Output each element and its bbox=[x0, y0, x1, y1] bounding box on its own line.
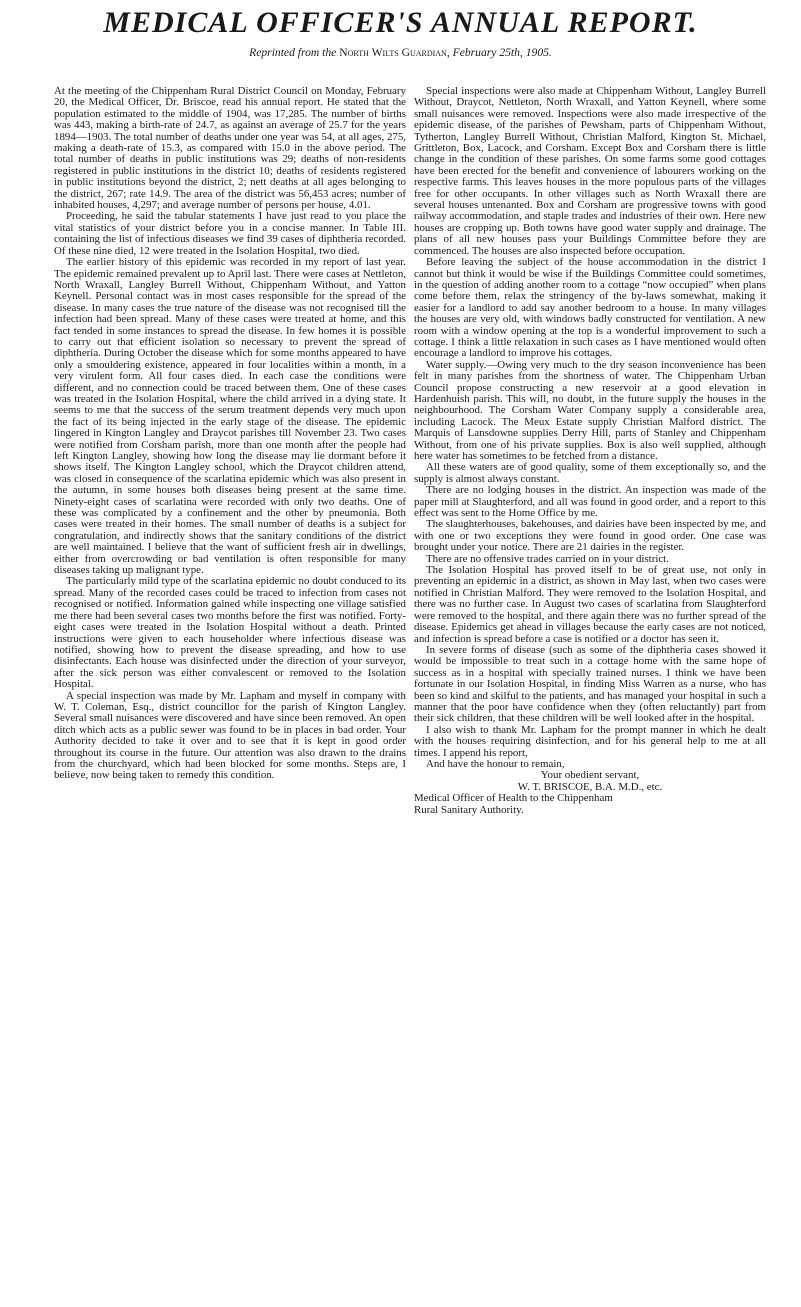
signature-valediction: Your obedient servant, bbox=[540, 769, 640, 782]
reprint-source: North Wilts Guardian, bbox=[339, 46, 450, 59]
paragraph: The Isolation Hospital has proved itself to be of great use, not only in preventing an epidemic in a district, as shown in May last, when two cases were notified in Christian Malford. They were removed to the Isolation Hospital, and there was no further case. In August two cases of scarlatina from Slaughterford were removed to the hospital, and there again there was no further spread of the disease. Epidemics get ahead in villages because the early cases are not noticed, and infection is spread before a case is notified or a doctor has seen it. bbox=[414, 564, 766, 645]
paragraph: The earlier history of this epidemic was recorded in my report of last year. The epidemic remained prevalent up to April last. There were cases at Nettleton, North Wraxall, Langley Burrell Without, Chippenham Without, and Yatton Keynell. Personal contact was in most cases responsible for the spread of the disease. In many cases the true nature of the disease was not recognised till the infection had been spread. Many of these cases were treated at home, and this fact tended in some instances to spread the disease. In few homes it is possible to carry out that efficient isolation so necessary to prevent the spread of diphtheria. During October the disease which for some months appeared to have only a smouldering existence, appeared in four localities within a month, in a very virulent form. All four cases died. In each case the conditions were different, and no connection could be traced between them. One of these cases was treated in the Isolation Hospital, where the child arrived in a dying state. It seems to me that the success of the serum treatment depends very much upon the fact of its being injected in the early stage of the disease. The epidemic lingered in Kington Langley and Draycot parishes till November 23. Two cases were notified from Corsham parish, more than one month after the people had left Kington Langley, showing how long the disease may lie dormant before it shows itself. The Kington Langley school, which the Draycot children attend, was closed in consequence of the scarlatina epidemic which was also present in the autumn, in some houses both diseases being present at the same time. Ninety-eight cases of scarlatina were recorded with only two deaths. One of these was complicated by a confinement and the other by pneumonia. Both cases were treated in their homes. The small number of deaths is a subject for congratulation, and indirectly shows that the sanitary conditions of the district are well maintained. I believe that the want of sufficient fresh air in dwellings, either from overcrowding or bad ventilation is often responsible for many diseases taking up malignant type. bbox=[54, 256, 406, 577]
paragraph: Water supply.—Owing very much to the dry season inconvenience has been felt in many parishes from the shortness of water. The Chippenham Urban Council propose constructing a new reservoir at a good elevation in Hardenhuish parish. This will, no doubt, in the future supply the houses in the neighbourhood. The Corsham Water Company supply a considerable area, including Lacock. The Meux Estate supply Christian Malford district. The Marquis of Lansdowne supplies Derry Hill, parts of Stanley and Chippenham Without, from one of his private supplies. Box is also well supplied, although here water has sometimes to be fetched from a distance. bbox=[414, 358, 766, 462]
reprint-date: February 25th, 1905. bbox=[452, 46, 552, 59]
reprint-note bbox=[0, 46, 801, 59]
paragraph: The particularly mild type of the scarlatina epidemic no doubt conduced to its spread. Many of the recorded cases could be traced to infection from cases not recognised or notified. Information gained while inspecting one village satisfied me there had been several cases two months before the first was notified. Forty-eight cases were treated in the Isolation Hospital without a death. Printed instructions were given to each householder where infectious disease was notified, showing how to prevent the disease spreading, and how to use disinfectants. Each house was disinfected under the direction of your surveyor, after the sick person was either convalescent or removed to the Isolation Hospital. bbox=[54, 575, 406, 691]
paragraph: The slaughterhouses, bakehouses, and dairies have been inspected by me, and with one or two exceptions they were found in good order. One case was brought under your notice. There are 21 dairies in the register. bbox=[414, 518, 766, 554]
paragraph: A special inspection was made by Mr. Lapham and myself in company with W. T. Coleman, Esq., district councillor for the parish of Kington Langley. Several small nuisances were discovered and have since been removed. An open ditch which acts as a public sewer was found to be in places in bad order. Your Authority decided to take it over and to see that it is kept in good order throughout its course in the future. Our attention was also drawn to the drains from the churchyard, which had been blocked for some months. Steps are, I believe, now being taken to remedy this condition. bbox=[54, 689, 406, 782]
signature-title-line2: Rural Sanitary Authority. bbox=[414, 803, 524, 816]
signature-closing: And have the honour to remain, bbox=[426, 757, 565, 770]
right-column bbox=[414, 86, 766, 1296]
paragraph: There are no offensive trades carried on in your district. bbox=[426, 552, 669, 565]
signature-name: W. T. BRISCOE, B.A. M.D., etc. bbox=[517, 780, 663, 793]
paragraph: Before leaving the subject of the house accommodation in the district I cannot but think it would be wise if the Buildings Committee could sometimes, in the question of adding another room to a cottage “now occupied” when plans come before them, relax the stringency of the by-laws somewhat, making it easier for a landlord to add say another bedroom to a house. In many villages the houses are very old, with windows badly constructed for ventilation. A new room with a window opening at the top is a wonderful improvement to such a cottage. I think a little relaxation in such cases as I have mentioned would often encourage a landlord to improve his cottages. bbox=[414, 256, 766, 360]
signature-title-line1: Medical Officer of Health to the Chippenham bbox=[414, 792, 613, 805]
left-column bbox=[54, 86, 406, 1296]
paragraph: All these waters are of good quality, some of them exceptionally so, and the supply is almost always constant. bbox=[414, 461, 766, 485]
paragraph: I also wish to thank Mr. Lapham for the prompt manner in which he dealt with the houses requiring disinfection, and for his general help to me at all times. I append his report, bbox=[414, 723, 766, 759]
paragraph: Special inspections were also made at Chippenham Without, Langley Burrell Without, Draycot, Nettleton, North Wraxall, and Yatton Keynell, where some small nuisances were removed. Inspections were also made irrespective of the epidemic disease, of the parishes of Pewsham, parts of Chippenham Without, Tytherton, Langley Burrell Without, Christian Malford, Kington St. Michael, Grittleton, Box, Lacock, and Corsham. Except Box and Corsham there is little change in the condition of these parishes. On some farms some good cottages have been erected for the benefit and convenience of labourers working on the respective farms. This leaves houses in the more populous parts of the villages free for other occupants. In other villages such as North Wraxall there are several houses untenanted. Box and Corsham are progressive towns with good railway accommodation, and staple trades and industries of their own. Here new houses are cropping up. Both towns have good water supply and drainage. The plans of all new houses pass your Buildings Committee before they are commenced. The houses are also inspected before occupation. bbox=[414, 86, 766, 257]
paragraph: At the meeting of the Chippenham Rural District Council on Monday, February 20, the Medical Officer, Dr. Briscoe, read his annual report. He stated that the population estimated to the middle of 1904, was 17,285. The number of births was 443, making a birth-rate of 24.7, as against an average of 25.7 for the years 1894—1903. The total number of deaths under one year was 54, at all ages, 275, making a death-rate of 15.3, as compared with 15.0 in the above period. The total number of deaths in public institutions was 29; deaths of non-residents registered in public institutions in the district 10; deaths of residents registered in public institutions beyond the district, 2; nett deaths at all ages belonging to the district, 267; rate 14.9. The area of the district was 56,453 acres; number of inhabited houses, 4,297; and average number of persons per house, 4.01. bbox=[54, 86, 406, 212]
paragraph: In severe forms of disease (such as some of the diphtheria cases showed it would be impossible to treat such in a cottage home with the same hope of success as in a hospital with specially trained nurses. I think we have been fortunate in our Isolation Hospital, in finding Miss Warren as a nurse, who has been so kind and skilful to the patients, and has managed your hospital in such a manner that the poor have confidence when they (often reluctantly) part from their sick children, that these children will be well looked after in the hospital. bbox=[414, 643, 766, 725]
paragraph: Proceeding, he said the tabular statements I have just read to you place the vital statistics of your district before you in a concise manner. In Table III. containing the list of infectious diseases we find 39 cases of diphtheria recorded. Of these nine died, 12 were treated in the Isolation Hospital, two died. bbox=[54, 210, 406, 257]
page-title: MEDICAL OFFICER'S ANNUAL REPORT. bbox=[103, 6, 698, 39]
reprint-prefix: Reprinted from the bbox=[249, 46, 337, 59]
paragraph: There are no lodging houses in the district. An inspection was made of the paper mill at Slaughterford, and all was found in good order, and a report to this effect was sent to the Home Office by me. bbox=[414, 484, 766, 520]
